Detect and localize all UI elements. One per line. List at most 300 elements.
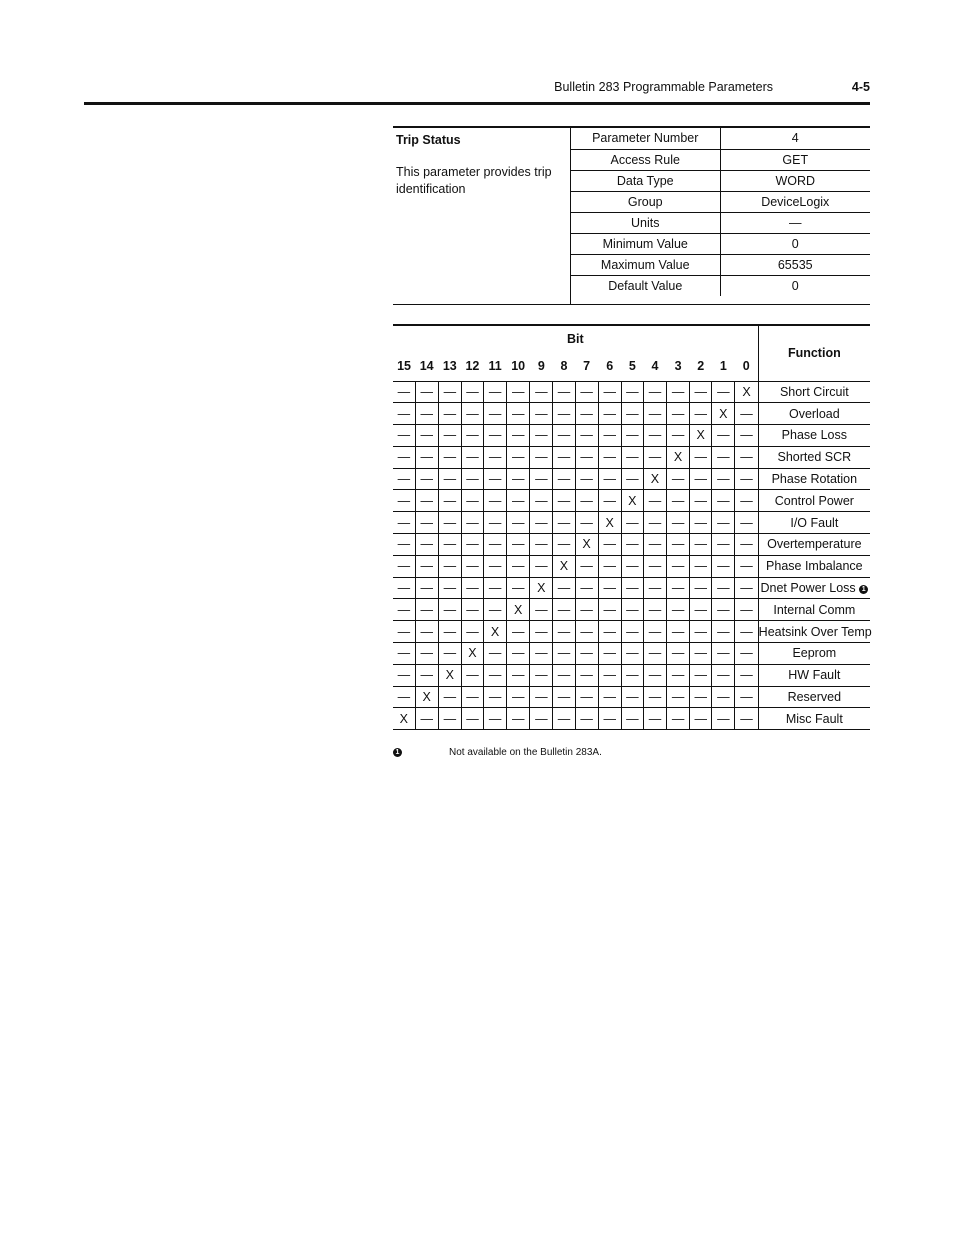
bit-header: Bit <box>567 332 584 346</box>
bit-cell: X <box>461 643 483 665</box>
bit-cell: — <box>667 381 690 403</box>
bit-number-header: 5 <box>621 352 643 381</box>
bit-cell: — <box>415 534 438 556</box>
parameter-block <box>393 126 870 305</box>
table-row <box>393 686 870 708</box>
function-cell <box>758 490 870 512</box>
bit-cell: — <box>415 446 438 468</box>
bit-cell: — <box>553 534 575 556</box>
page-number: 4-5 <box>851 80 870 94</box>
table-row <box>393 490 870 512</box>
bit-cell: — <box>667 468 690 490</box>
bit-cell: — <box>415 425 438 447</box>
attribute-row <box>571 212 870 233</box>
function-label: Short Circuit <box>779 384 849 399</box>
bit-cell: — <box>393 643 415 665</box>
bit-cell: — <box>712 621 735 643</box>
attribute-value: 0 <box>791 278 799 293</box>
bit-number-header: 0 <box>735 352 758 381</box>
bit-cell: — <box>507 577 530 599</box>
bit-cell: — <box>690 599 712 621</box>
attribute-label: Default Value <box>571 275 720 296</box>
bit-cell: — <box>735 664 758 686</box>
table-row <box>393 512 870 534</box>
attribute-row <box>571 233 870 254</box>
table-row <box>393 555 870 577</box>
bit-cell: — <box>415 468 438 490</box>
bit-cell: — <box>553 621 575 643</box>
bit-cell: — <box>667 403 690 425</box>
bit-cell: X <box>415 686 438 708</box>
bit-cell: X <box>643 468 666 490</box>
bit-cell: — <box>667 534 690 556</box>
bit-cell: — <box>712 425 735 447</box>
function-cell <box>758 577 870 599</box>
function-cell <box>758 446 870 468</box>
bit-cell: — <box>598 664 621 686</box>
function-cell <box>758 381 870 403</box>
bit-cell: — <box>735 468 758 490</box>
bit-cell: — <box>690 534 712 556</box>
bit-cell: — <box>735 643 758 665</box>
bit-number-header: 14 <box>415 352 438 381</box>
bit-cell: — <box>667 490 690 512</box>
bit-cell: — <box>553 446 575 468</box>
bit-cell: — <box>643 664 666 686</box>
bit-cell: — <box>643 555 666 577</box>
bit-cell: — <box>530 664 553 686</box>
function-label: Internal Comm <box>773 602 856 617</box>
bit-cell: — <box>712 446 735 468</box>
bit-cell: — <box>643 490 666 512</box>
bit-cell: — <box>690 403 712 425</box>
bit-cell: — <box>598 490 621 512</box>
bit-cell: — <box>643 621 666 643</box>
table-row <box>393 425 870 447</box>
function-cell <box>758 643 870 665</box>
bit-cell: — <box>735 512 758 534</box>
function-label: Heatsink Over Temp <box>758 624 872 639</box>
bit-cell: — <box>690 468 712 490</box>
parameter-attributes-table <box>571 128 870 296</box>
bit-cell: — <box>667 425 690 447</box>
bit-cell: — <box>690 708 712 730</box>
bit-cell: — <box>461 555 483 577</box>
bit-cell: — <box>690 555 712 577</box>
attribute-row <box>571 275 870 296</box>
bit-cell: — <box>530 468 553 490</box>
bit-cell: — <box>438 599 461 621</box>
bit-cell: — <box>530 512 553 534</box>
bit-cell: X <box>438 664 461 686</box>
bit-cell: — <box>438 490 461 512</box>
bit-cell: — <box>621 621 643 643</box>
bit-cell: — <box>393 512 415 534</box>
bit-cell: X <box>553 555 575 577</box>
bit-cell: X <box>507 599 530 621</box>
bit-cell: — <box>621 555 643 577</box>
bit-cell: — <box>690 664 712 686</box>
attribute-label: Group <box>571 191 720 212</box>
bit-cell: — <box>393 425 415 447</box>
bit-cell: — <box>438 621 461 643</box>
bit-cell: — <box>667 555 690 577</box>
bit-cell: — <box>553 468 575 490</box>
bit-cell: — <box>621 534 643 556</box>
bit-cell: — <box>507 490 530 512</box>
bit-cell: — <box>575 468 598 490</box>
bit-cell: — <box>530 534 553 556</box>
bit-cell: — <box>735 446 758 468</box>
bit-cell: — <box>643 446 666 468</box>
function-cell <box>758 425 870 447</box>
bit-cell: — <box>667 512 690 534</box>
attribute-label: Units <box>571 212 720 233</box>
bit-number-header: 2 <box>690 352 712 381</box>
bit-cell: X <box>690 425 712 447</box>
attribute-label: Maximum Value <box>571 254 720 275</box>
running-header-title: Bulletin 283 Programmable Parameters <box>554 80 773 94</box>
bit-cell: — <box>598 468 621 490</box>
bit-cell: — <box>393 534 415 556</box>
attribute-row <box>571 170 870 191</box>
bit-cell: — <box>461 490 483 512</box>
bit-cell: — <box>553 381 575 403</box>
attribute-value: DeviceLogix <box>720 191 870 212</box>
bit-cell: — <box>621 708 643 730</box>
bit-number-header: 4 <box>643 352 666 381</box>
bit-cell: — <box>712 686 735 708</box>
table-row <box>393 708 870 730</box>
bit-cell: — <box>507 512 530 534</box>
bit-cell: — <box>530 555 553 577</box>
bit-cell: — <box>735 577 758 599</box>
attribute-label: Parameter Number <box>571 128 720 149</box>
attribute-value: GET <box>720 149 870 170</box>
bit-cell: — <box>393 664 415 686</box>
bit-cell: — <box>415 381 438 403</box>
attribute-row <box>571 128 870 149</box>
table-row <box>393 446 870 468</box>
bit-cell: — <box>461 446 483 468</box>
bit-cell: — <box>712 577 735 599</box>
bit-cell: — <box>507 425 530 447</box>
bit-cell: — <box>553 425 575 447</box>
bit-cell: — <box>712 664 735 686</box>
bit-cell: — <box>461 664 483 686</box>
bit-cell: — <box>575 512 598 534</box>
bit-cell: — <box>484 555 507 577</box>
bit-cell: — <box>712 468 735 490</box>
bit-cell: — <box>598 577 621 599</box>
attribute-value: WORD <box>720 170 870 191</box>
bit-cell: — <box>621 446 643 468</box>
bit-cell: — <box>643 403 666 425</box>
function-cell <box>758 664 870 686</box>
footnote-marker: 1 <box>393 748 402 757</box>
bit-cell: — <box>598 403 621 425</box>
bit-cell: — <box>530 425 553 447</box>
bit-cell: — <box>690 621 712 643</box>
bit-cell: — <box>643 512 666 534</box>
bit-cell: — <box>643 643 666 665</box>
bit-cell: X <box>598 512 621 534</box>
bit-cell: — <box>735 555 758 577</box>
bit-cell: — <box>484 664 507 686</box>
bit-cell: — <box>643 686 666 708</box>
header-rule <box>84 102 870 105</box>
function-cell <box>758 686 870 708</box>
function-cell <box>758 403 870 425</box>
bit-cell: — <box>598 708 621 730</box>
function-label: Overtemperature <box>767 537 862 552</box>
bit-cell: — <box>438 555 461 577</box>
bit-cell: — <box>415 599 438 621</box>
bit-cell: — <box>643 599 666 621</box>
bit-cell: — <box>643 534 666 556</box>
bit-number-header: 15 <box>393 352 415 381</box>
bit-cell: — <box>438 512 461 534</box>
bit-cell: — <box>553 512 575 534</box>
bit-cell: — <box>735 686 758 708</box>
bit-number-header: 13 <box>438 352 461 381</box>
attribute-label: Access Rule <box>571 149 720 170</box>
attribute-row <box>571 191 870 212</box>
bit-cell: — <box>530 381 553 403</box>
function-cell <box>758 621 870 643</box>
bit-cell: — <box>438 577 461 599</box>
parameter-description: This parameter provides trip identification <box>396 165 552 196</box>
bit-cell: — <box>621 512 643 534</box>
bit-cell: — <box>553 577 575 599</box>
bit-number-header: 12 <box>461 352 483 381</box>
bit-cell: — <box>438 708 461 730</box>
function-label: I/O Fault <box>790 515 839 530</box>
bit-cell: — <box>575 381 598 403</box>
bit-cell: — <box>667 664 690 686</box>
bit-cell: — <box>553 643 575 665</box>
bit-number-header: 9 <box>530 352 553 381</box>
bit-cell: X <box>575 534 598 556</box>
bit-cell: — <box>415 490 438 512</box>
bit-cell: — <box>735 534 758 556</box>
bit-cell: — <box>393 577 415 599</box>
bit-cell: — <box>575 664 598 686</box>
bit-cell: — <box>438 446 461 468</box>
bit-cell: — <box>598 599 621 621</box>
bit-cell: — <box>415 664 438 686</box>
bit-cell: — <box>438 425 461 447</box>
bit-cell: — <box>393 446 415 468</box>
bit-cell: — <box>438 403 461 425</box>
table-row <box>393 664 870 686</box>
function-label: HW Fault <box>788 668 841 683</box>
bit-cell: — <box>667 708 690 730</box>
function-label: Dnet Power Loss <box>760 581 856 596</box>
bit-cell: — <box>438 534 461 556</box>
bit-cell: — <box>575 446 598 468</box>
bit-cell: — <box>461 425 483 447</box>
bit-cell: — <box>484 534 507 556</box>
bit-cell: — <box>553 664 575 686</box>
table-row <box>393 577 870 599</box>
bit-cell: — <box>667 599 690 621</box>
bit-cell: — <box>438 686 461 708</box>
bit-cell: — <box>507 643 530 665</box>
bit-cell: — <box>461 534 483 556</box>
function-label: Eeprom <box>792 646 837 661</box>
table-row <box>393 643 870 665</box>
bit-cell: — <box>575 643 598 665</box>
bit-cell: — <box>438 643 461 665</box>
bit-cell: — <box>461 708 483 730</box>
bit-cell: — <box>484 577 507 599</box>
bit-cell: — <box>643 381 666 403</box>
bit-cell: — <box>712 708 735 730</box>
bit-number-header: 10 <box>507 352 530 381</box>
function-label: Shorted SCR <box>777 450 852 465</box>
attribute-value: — <box>720 212 870 233</box>
bit-cell: — <box>507 664 530 686</box>
bit-number-header: 11 <box>484 352 507 381</box>
bit-cell: — <box>598 425 621 447</box>
bit-cell: — <box>530 643 553 665</box>
bit-cell: — <box>484 468 507 490</box>
function-label: Reserved <box>787 690 842 705</box>
bit-cell: — <box>484 599 507 621</box>
bit-cell: — <box>690 643 712 665</box>
bit-cell: — <box>735 708 758 730</box>
bit-cell: — <box>393 599 415 621</box>
bit-cell: — <box>415 643 438 665</box>
bit-cell: — <box>643 708 666 730</box>
table-row <box>393 403 870 425</box>
attribute-value: 4 <box>720 128 870 149</box>
bit-cell: — <box>530 490 553 512</box>
bit-cell: X <box>667 446 690 468</box>
parameter-description-cell <box>393 128 571 304</box>
bit-cell: — <box>553 403 575 425</box>
bit-cell: — <box>507 403 530 425</box>
bit-cell: — <box>393 555 415 577</box>
bit-cell: — <box>461 577 483 599</box>
attribute-value: 0 <box>720 233 870 254</box>
bit-cell: — <box>712 555 735 577</box>
bit-cell: — <box>598 446 621 468</box>
bit-cell: — <box>461 403 483 425</box>
bit-cell: X <box>621 490 643 512</box>
bit-cell: — <box>553 599 575 621</box>
bit-cell: — <box>530 686 553 708</box>
bit-cell: — <box>690 512 712 534</box>
function-cell <box>758 468 870 490</box>
bit-function-table <box>393 324 870 730</box>
bit-number-header: 1 <box>712 352 735 381</box>
bit-cell: — <box>667 577 690 599</box>
bit-cell: — <box>507 534 530 556</box>
bit-cell: — <box>621 664 643 686</box>
parameter-name: Trip Status <box>396 133 461 147</box>
table-row <box>393 534 870 556</box>
function-cell <box>758 555 870 577</box>
bit-cell: — <box>575 599 598 621</box>
bit-cell: — <box>621 403 643 425</box>
bit-cell: — <box>712 534 735 556</box>
function-cell <box>758 599 870 621</box>
footnote-marker: 1 <box>859 585 868 594</box>
bit-cell: — <box>507 621 530 643</box>
bit-cell: — <box>690 446 712 468</box>
bit-number-header: 6 <box>598 352 621 381</box>
bit-cell: — <box>484 446 507 468</box>
bit-cell: — <box>507 686 530 708</box>
bit-cell: — <box>735 490 758 512</box>
bit-cell: — <box>484 686 507 708</box>
footnote-text: Not available on the Bulletin 283A. <box>449 747 602 758</box>
bit-cell: — <box>484 403 507 425</box>
bit-cell: — <box>667 621 690 643</box>
bit-cell: — <box>461 381 483 403</box>
bit-cell: — <box>507 555 530 577</box>
bit-number-header: 8 <box>553 352 575 381</box>
table-row <box>393 381 870 403</box>
bit-cell: — <box>461 512 483 534</box>
bit-cell: — <box>621 381 643 403</box>
bit-cell: — <box>598 555 621 577</box>
bit-cell: — <box>484 708 507 730</box>
attribute-row <box>571 149 870 170</box>
bit-cell: — <box>461 686 483 708</box>
bit-cell: — <box>530 708 553 730</box>
bit-cell: — <box>507 381 530 403</box>
bit-number-header: 3 <box>667 352 690 381</box>
function-cell <box>758 708 870 730</box>
bit-cell: — <box>415 403 438 425</box>
bit-cell: — <box>393 686 415 708</box>
bit-cell: — <box>415 555 438 577</box>
bit-cell: — <box>621 468 643 490</box>
bit-cell: — <box>530 403 553 425</box>
bit-cell: — <box>553 686 575 708</box>
bit-cell: — <box>507 446 530 468</box>
table-row <box>393 468 870 490</box>
attribute-label: Minimum Value <box>571 233 720 254</box>
bit-cell: — <box>530 621 553 643</box>
bit-cell: X <box>530 577 553 599</box>
bit-cell: — <box>712 599 735 621</box>
bit-cell: — <box>643 577 666 599</box>
bit-cell: — <box>415 577 438 599</box>
function-label: Phase Imbalance <box>766 559 863 574</box>
function-label: Overload <box>788 406 840 421</box>
function-cell <box>758 512 870 534</box>
function-cell <box>758 534 870 556</box>
function-label: Phase Loss <box>781 428 847 443</box>
bit-cell: — <box>690 381 712 403</box>
bit-cell: — <box>393 490 415 512</box>
function-header: Function <box>758 325 870 381</box>
bit-cell: — <box>712 490 735 512</box>
bit-cell: — <box>621 643 643 665</box>
function-label: Phase Rotation <box>771 472 858 487</box>
bit-cell: — <box>621 577 643 599</box>
attribute-label: Data Type <box>571 170 720 191</box>
bit-cell: — <box>553 708 575 730</box>
bit-cell: — <box>598 381 621 403</box>
bit-cell: — <box>575 577 598 599</box>
bit-cell: — <box>393 403 415 425</box>
bit-cell: — <box>575 686 598 708</box>
